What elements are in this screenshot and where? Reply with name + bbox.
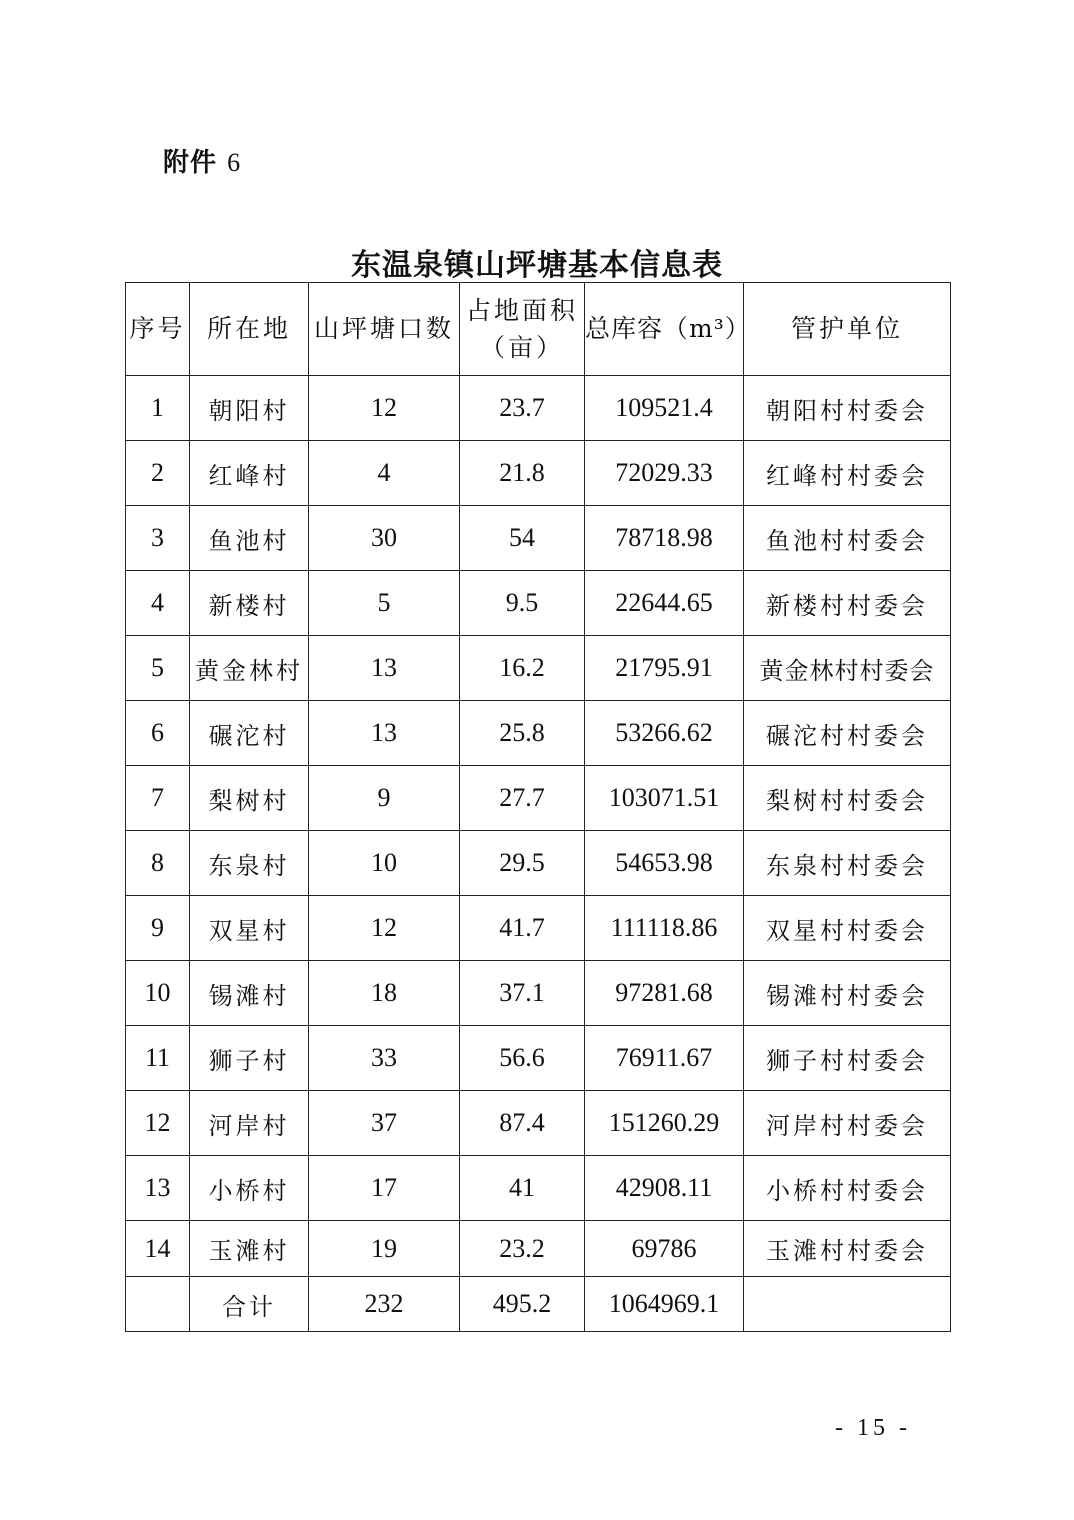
cell-index: 13	[126, 1156, 190, 1221]
header-area-line1: 占地面积	[465, 295, 578, 325]
cell-area: 23.2	[460, 1221, 585, 1277]
cell-count: 12	[309, 896, 460, 961]
cell-index: 1	[126, 376, 190, 441]
cell-count: 19	[309, 1221, 460, 1277]
cell-area: 41	[460, 1156, 585, 1221]
cell-count: 33	[309, 1026, 460, 1091]
cell-total-count: 232	[309, 1277, 460, 1332]
table-row	[126, 701, 951, 766]
cell-count: 18	[309, 961, 460, 1026]
attachment-label	[163, 142, 241, 179]
cell-manager: 狮子村村委会	[744, 1026, 951, 1091]
table-row	[126, 1156, 951, 1221]
cell-area: 23.7	[460, 376, 585, 441]
cell-location: 双星村	[190, 896, 309, 961]
table-row	[126, 571, 951, 636]
table-row	[126, 506, 951, 571]
cell-location: 梨树村	[190, 766, 309, 831]
cell-area: 37.1	[460, 961, 585, 1026]
cell-count: 17	[309, 1156, 460, 1221]
cell-location: 锡滩村	[190, 961, 309, 1026]
table-row	[126, 376, 951, 441]
cell-manager: 鱼池村村委会	[744, 506, 951, 571]
cell-area: 16.2	[460, 636, 585, 701]
cell-index: 11	[126, 1026, 190, 1091]
cell-location: 河岸村	[190, 1091, 309, 1156]
attachment-text: 附件	[163, 148, 218, 178]
cell-manager: 碾沱村村委会	[744, 701, 951, 766]
header-area	[460, 283, 585, 376]
table-row	[126, 1091, 951, 1156]
cell-total-volume: 1064969.1	[585, 1277, 744, 1332]
header-location: 所在地	[190, 283, 309, 376]
cell-index: 6	[126, 701, 190, 766]
table-header-row	[126, 283, 951, 376]
table-row	[126, 636, 951, 701]
cell-location: 玉滩村	[190, 1221, 309, 1277]
header-index: 序号	[126, 283, 190, 376]
page-title: 东温泉镇山坪塘基本信息表	[351, 248, 723, 283]
cell-manager: 双星村村委会	[744, 896, 951, 961]
table-row	[126, 1026, 951, 1091]
cell-index: 12	[126, 1091, 190, 1156]
cell-volume: 97281.68	[585, 961, 744, 1026]
cell-area: 54	[460, 506, 585, 571]
cell-volume: 53266.62	[585, 701, 744, 766]
cell-total-empty	[126, 1277, 190, 1332]
cell-location: 红峰村	[190, 441, 309, 506]
cell-area: 9.5	[460, 571, 585, 636]
table-row	[126, 1221, 951, 1277]
cell-volume: 76911.67	[585, 1026, 744, 1091]
cell-volume: 22644.65	[585, 571, 744, 636]
cell-volume: 78718.98	[585, 506, 744, 571]
cell-volume: 109521.4	[585, 376, 744, 441]
cell-manager: 河岸村村委会	[744, 1091, 951, 1156]
cell-index: 7	[126, 766, 190, 831]
header-volume: 总库容（m³）	[585, 283, 744, 376]
cell-manager: 朝阳村村委会	[744, 376, 951, 441]
cell-manager: 小桥村村委会	[744, 1156, 951, 1221]
cell-area: 25.8	[460, 701, 585, 766]
pond-info-table	[125, 282, 951, 1332]
cell-count: 13	[309, 636, 460, 701]
header-manager: 管护单位	[744, 283, 951, 376]
cell-volume: 42908.11	[585, 1156, 744, 1221]
cell-location: 鱼池村	[190, 506, 309, 571]
cell-volume: 111118.86	[585, 896, 744, 961]
cell-area: 87.4	[460, 1091, 585, 1156]
cell-volume: 151260.29	[585, 1091, 744, 1156]
cell-location: 东泉村	[190, 831, 309, 896]
cell-manager: 锡滩村村委会	[744, 961, 951, 1026]
cell-index: 9	[126, 896, 190, 961]
cell-volume: 69786	[585, 1221, 744, 1277]
cell-manager: 红峰村村委会	[744, 441, 951, 506]
cell-area: 41.7	[460, 896, 585, 961]
cell-manager: 新楼村村委会	[744, 571, 951, 636]
cell-count: 10	[309, 831, 460, 896]
cell-area: 29.5	[460, 831, 585, 896]
cell-manager: 梨树村村委会	[744, 766, 951, 831]
table-row	[126, 896, 951, 961]
cell-area: 21.8	[460, 441, 585, 506]
cell-location: 新楼村	[190, 571, 309, 636]
cell-count: 30	[309, 506, 460, 571]
header-count: 山坪塘口数	[309, 283, 460, 376]
cell-volume: 21795.91	[585, 636, 744, 701]
cell-index: 4	[126, 571, 190, 636]
cell-area: 27.7	[460, 766, 585, 831]
header-area-line2: （亩）	[479, 333, 564, 362]
cell-count: 9	[309, 766, 460, 831]
table-row	[126, 961, 951, 1026]
cell-manager: 黄金林村村委会	[744, 636, 951, 701]
cell-manager: 玉滩村村委会	[744, 1221, 951, 1277]
cell-index: 8	[126, 831, 190, 896]
cell-count: 37	[309, 1091, 460, 1156]
cell-index: 3	[126, 506, 190, 571]
cell-volume: 72029.33	[585, 441, 744, 506]
cell-manager: 东泉村村委会	[744, 831, 951, 896]
cell-count: 12	[309, 376, 460, 441]
cell-location: 狮子村	[190, 1026, 309, 1091]
cell-count: 4	[309, 441, 460, 506]
cell-location: 黄金林村	[190, 636, 309, 701]
page-number: - 15 -	[835, 1415, 911, 1441]
cell-volume: 54653.98	[585, 831, 744, 896]
cell-location: 朝阳村	[190, 376, 309, 441]
cell-index: 10	[126, 961, 190, 1026]
table-row	[126, 831, 951, 896]
cell-area: 56.6	[460, 1026, 585, 1091]
cell-index: 5	[126, 636, 190, 701]
cell-count: 13	[309, 701, 460, 766]
cell-location: 碾沱村	[190, 701, 309, 766]
cell-index: 14	[126, 1221, 190, 1277]
cell-total-label: 合计	[190, 1277, 309, 1332]
table-row	[126, 441, 951, 506]
table-row	[126, 766, 951, 831]
cell-index: 2	[126, 441, 190, 506]
cell-count: 5	[309, 571, 460, 636]
cell-location: 小桥村	[190, 1156, 309, 1221]
attachment-number: 6	[227, 148, 242, 177]
table-total-row	[126, 1277, 951, 1332]
cell-total-area: 495.2	[460, 1277, 585, 1332]
cell-total-manager-empty	[744, 1277, 951, 1332]
cell-volume: 103071.51	[585, 766, 744, 831]
